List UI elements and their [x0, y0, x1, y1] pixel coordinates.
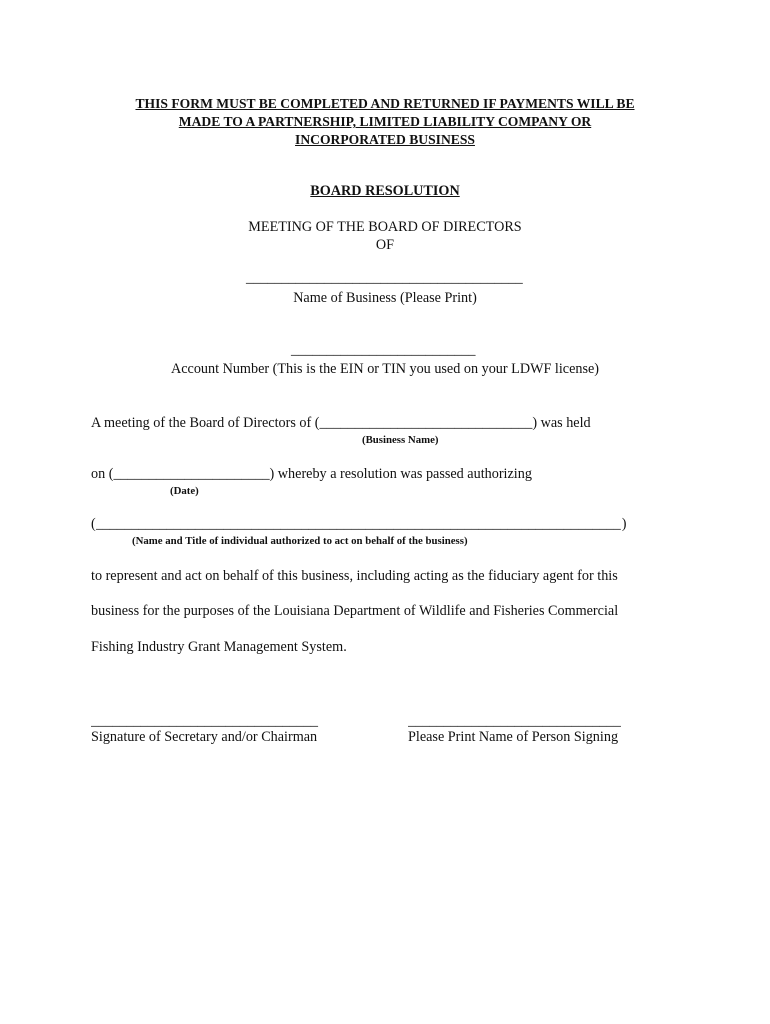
meeting-sentence-suffix: ) was held — [532, 415, 591, 431]
print-name-blank[interactable]: ______________________________ — [408, 713, 621, 729]
date-sentence-prefix: on ( — [91, 466, 114, 482]
business-name-caption: (Business Name) — [362, 434, 439, 446]
body-line-3: Fishing Industry Grant Management System. — [91, 639, 347, 655]
date-sentence-suffix: ) whereby a resolution was passed authorizing — [269, 466, 532, 482]
header-notice — [0, 95, 770, 149]
authorized-person-sentence — [91, 516, 626, 533]
meeting-sentence-prefix: A meeting of the Board of Directors of ( — [91, 415, 320, 431]
print-name-label: Please Print Name of Person Signing — [408, 729, 619, 745]
signature-secretary-blank[interactable]: ________________________________ — [91, 713, 318, 729]
meeting-sentence — [91, 415, 591, 432]
account-number-blank[interactable]: __________________________ — [291, 342, 476, 358]
authorized-person-caption: (Name and Title of individual authorized to act on behalf of the business) — [132, 535, 468, 547]
business-name-blank[interactable]: _______________________________________ — [246, 270, 523, 286]
business-name-label: Name of Business (Please Print) — [293, 290, 477, 306]
body-line-2: business for the purposes of the Louisiana Department of Wildlife and Fisheries Commercial — [91, 603, 619, 619]
date-blank[interactable]: ______________________ — [113, 466, 270, 482]
authorized-suffix: ) — [621, 516, 627, 532]
meeting-of: OF — [375, 237, 395, 253]
header-line-2: MADE TO A PARTNERSHIP, LIMITED LIABILITY COMPANY OR — [178, 114, 592, 129]
date-sentence — [91, 466, 532, 483]
body-line-1: to represent and act on behalf of this business, including acting as the fiduciary agent for this — [91, 568, 618, 584]
header-line-1: THIS FORM MUST BE COMPLETED AND RETURNED IF PAYMENTS WILL BE — [135, 96, 635, 111]
meeting-business-name-blank[interactable]: ______________________________ — [319, 415, 533, 431]
header-line-3: INCORPORATED BUSINESS — [295, 132, 475, 147]
meeting-heading: MEETING OF THE BOARD OF DIRECTORS — [248, 219, 522, 235]
document-title: BOARD RESOLUTION — [310, 183, 460, 199]
authorized-prefix: ( — [91, 516, 96, 532]
date-caption: (Date) — [170, 485, 199, 497]
authorized-person-blank[interactable]: __________________________________________________________________________ — [95, 516, 621, 532]
signature-secretary-label: Signature of Secretary and/or Chairman — [91, 729, 318, 745]
account-number-label: Account Number (This is the EIN or TIN you used on your LDWF license) — [170, 361, 600, 377]
